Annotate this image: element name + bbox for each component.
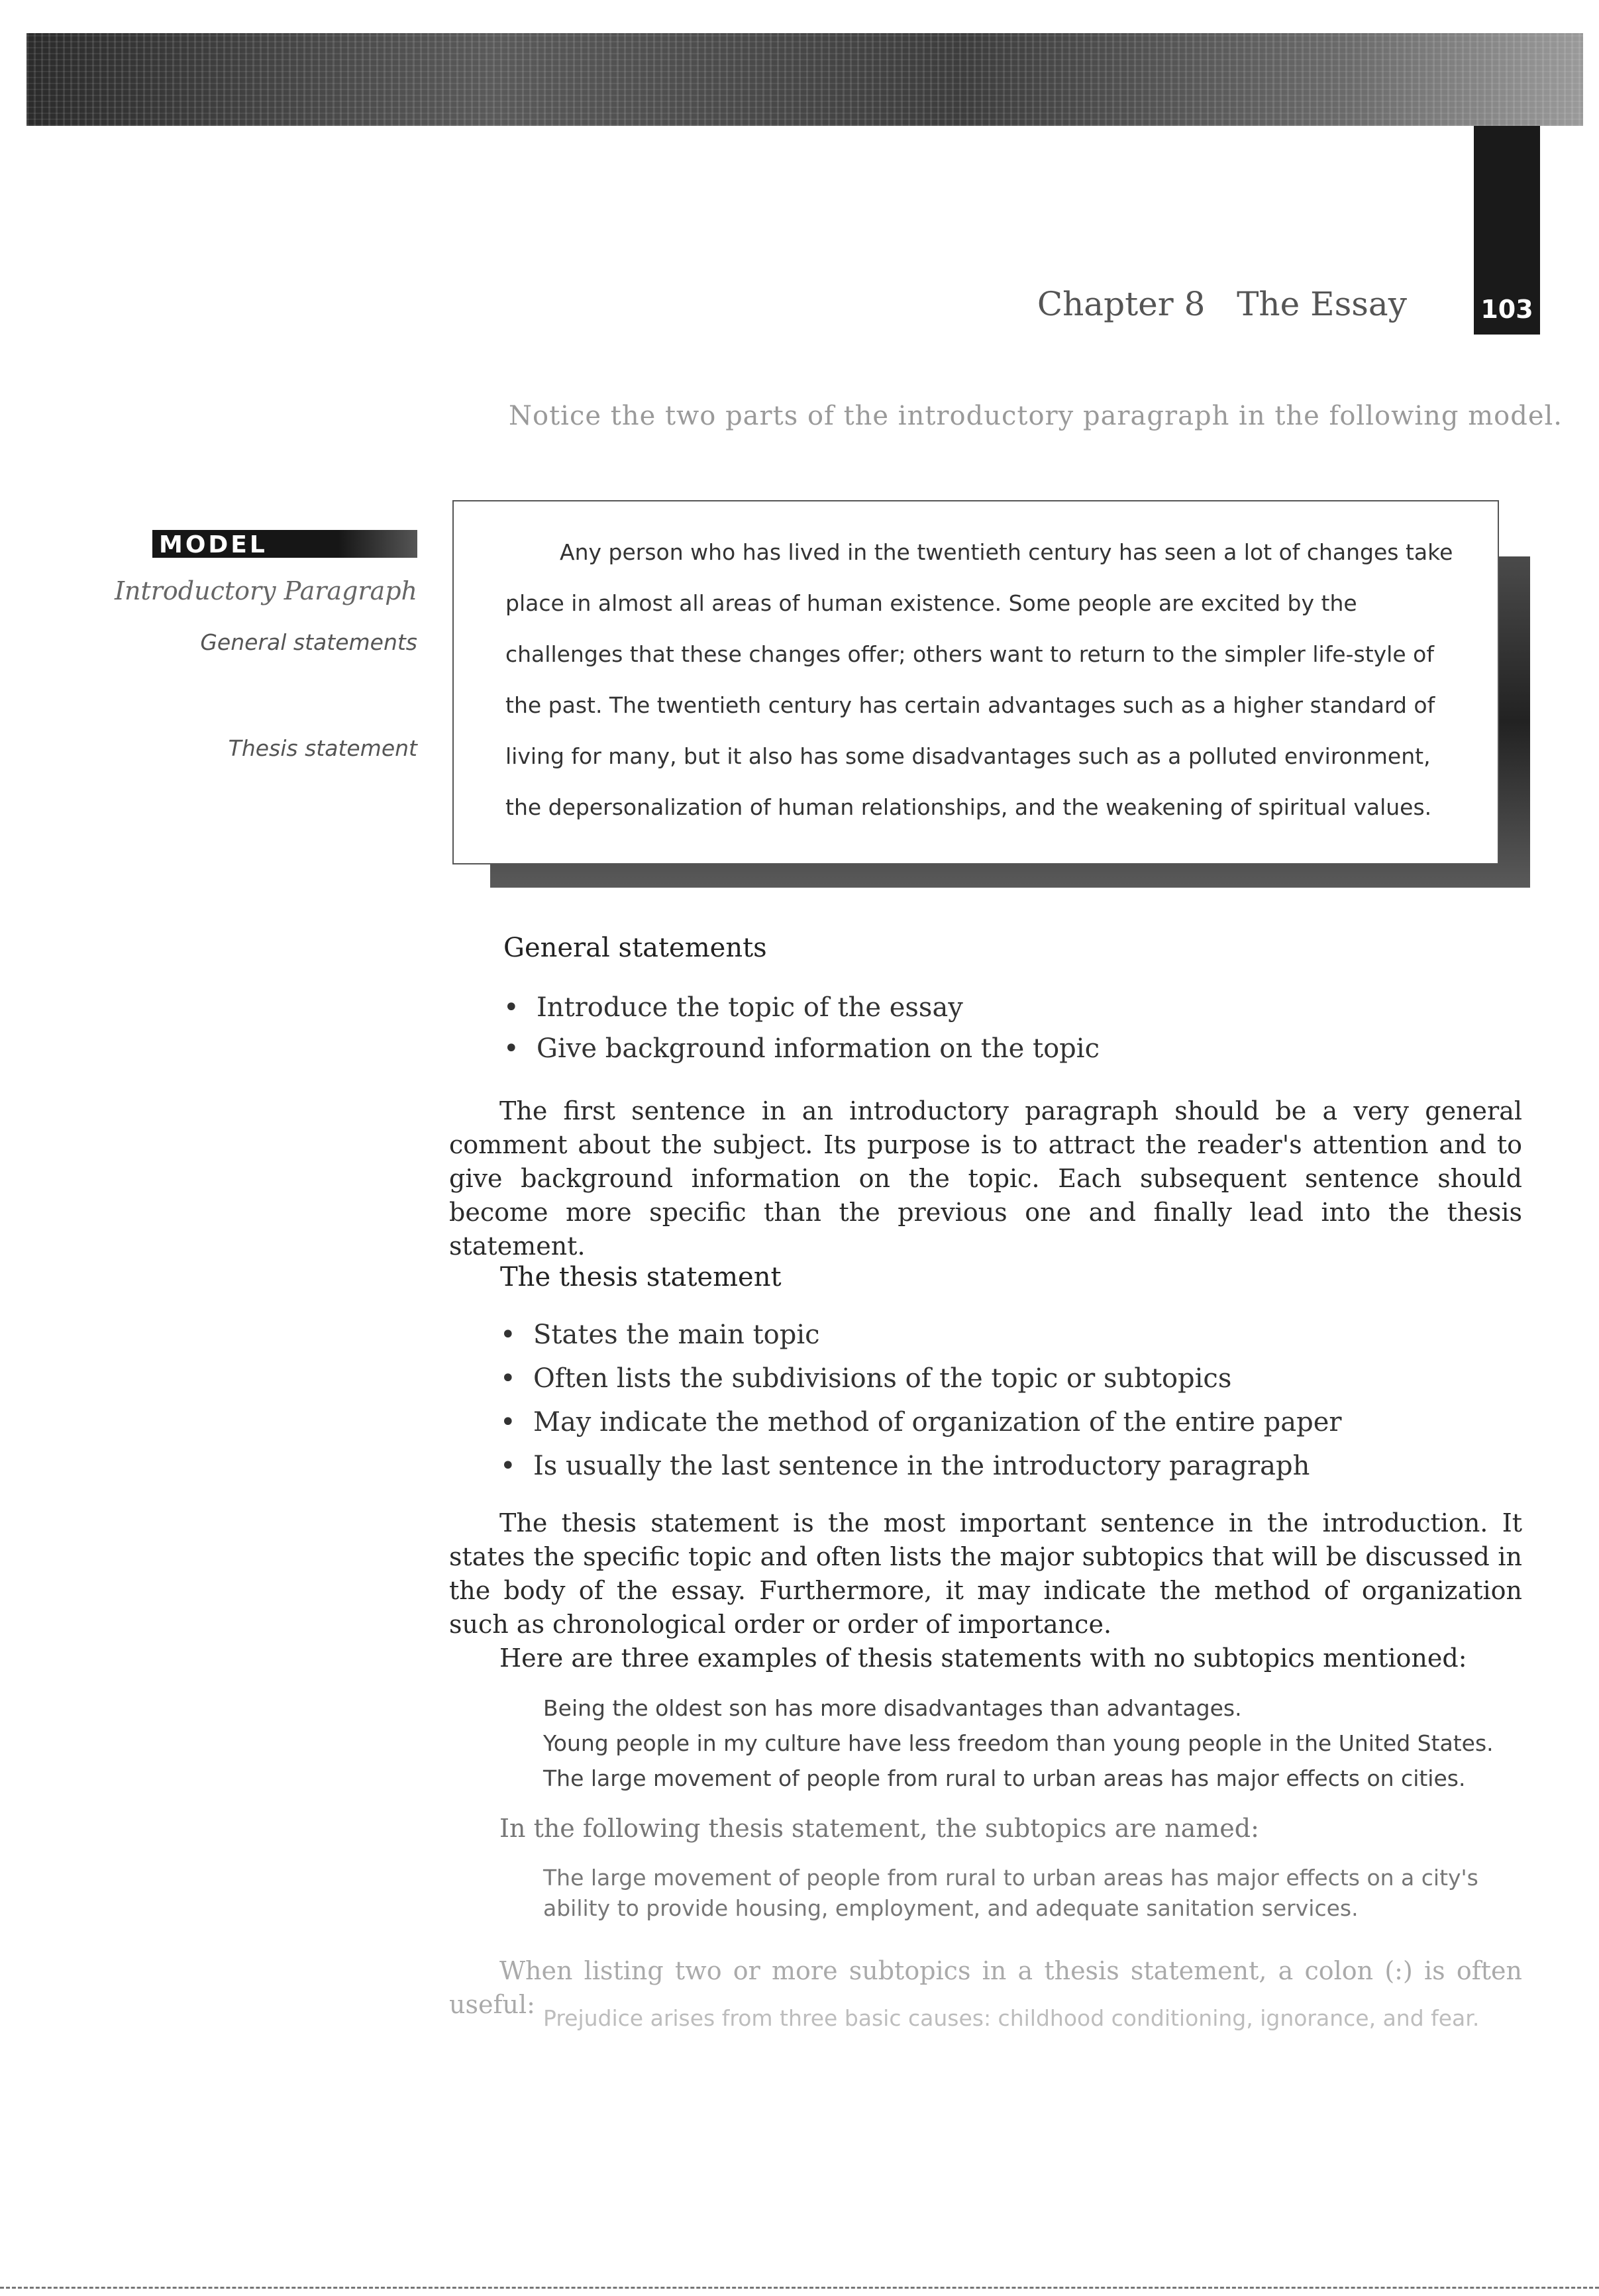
list-item: Being the oldest son has more disadvantages than advantages. [543,1695,1242,1721]
bottom-edge-line [0,2287,1599,2289]
list-item: • Give background information on the topic [503,1028,1100,1069]
list-item: • Introduce the topic of the essay [503,987,1100,1028]
general-statements-margin-label: General statements [200,629,417,655]
chapter-heading [1037,285,1407,323]
chapter-label: Chapter 8 [1037,285,1206,323]
general-statements-list [503,987,1100,1069]
list-item: Young people in my culture have less freedom than young people in the United States. [543,1730,1494,1756]
subtopics-intro-text: In the following thesis statement, the subtopics are named: [499,1814,1259,1843]
model-badge-label: MODEL [159,531,268,558]
subtopics-intro [449,1812,1522,1846]
examples-intro-text: Here are three examples of thesis statements with no subtopics mentioned: [499,1644,1467,1673]
examples-intro [449,1642,1522,1675]
general-statements-heading: General statements [503,933,767,963]
thesis-statement-paragraph [449,1506,1522,1642]
chapter-title: The Essay [1237,285,1407,323]
paragraph-type-label: Introductory Paragraph [114,576,417,605]
header-band [26,33,1583,126]
colon-intro-text: When listing two or more subtopics in a thesis statement, a colon (:) is often useful: [449,1956,1522,2019]
thesis-statement-heading: The thesis statement [500,1262,782,1292]
page-number: 103 [1480,295,1533,324]
list-item: • Often lists the subdivisions of the topic or subtopics [500,1357,1342,1400]
general-statements-text: The first sentence in an introductory paragraph should be a very general comment about the subject. Its purpose is to attract the reader's attention and to give background information on the topic. Each subsequent sentence should become more specific than the previous one and finally lead into the thesis statement. [449,1096,1522,1261]
thesis-statement-margin-label: Thesis statement [228,735,417,761]
list-item: • States the main topic [500,1313,1342,1357]
general-statements-paragraph [449,1094,1522,1263]
thesis-statement-list [500,1313,1342,1488]
subtopics-example: The large movement of people from rural to urban areas has major effects on a city's ability to provide housing, employment, and adequate sanitation services. [543,1865,1478,1921]
model-badge [152,530,417,558]
list-item: • Is usually the last sentence in the introductory paragraph [500,1444,1342,1488]
model-paragraph-box [452,500,1499,864]
intro-note: Notice the two parts of the introductory paragraph in the following model. [509,401,1563,431]
model-paragraph: Any person who has lived in the twentieth century has seen a lot of changes take place in almost all areas of human existence. Some people are excited by the challenges that these changes offer; others want to return to the simpler life-style of the past. The twentieth century has certain advantages such as a higher standard of living for many, but it also has some disadvantages such as a polluted environment, the depersonalization of human relationships, and the weakening of spiritual values. [505,539,1453,820]
thesis-statement-text: The thesis statement is the most important sentence in the introduction. It states the specific topic and often lists the major subtopics that will be discussed in the body of the essay. Furthermore, it may indicate the method of organization such as chronological order or order of importance. [449,1508,1522,1639]
page-number-tab [1474,126,1540,335]
colon-example: Prejudice arises from three basic causes: childhood conditioning, ignorance, and fear. [543,2005,1480,2031]
example-list [543,1691,1523,1796]
list-item: The large movement of people from rural to urban areas has major effects on cities. [543,1765,1466,1791]
list-item: • May indicate the method of organization of the entire paper [500,1400,1342,1444]
